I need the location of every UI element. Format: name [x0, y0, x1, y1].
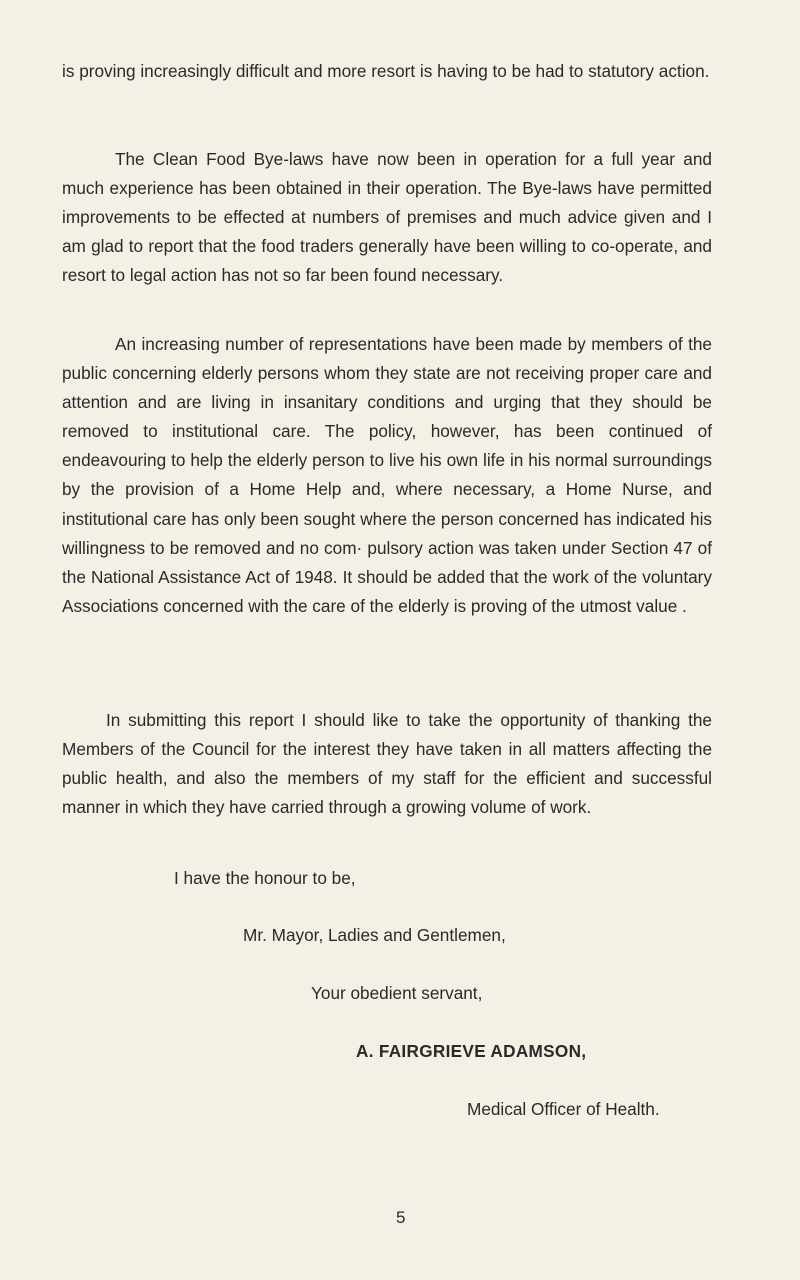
- page-number: 5: [396, 1208, 406, 1227]
- signoff-closing: Your obedient servant,: [311, 983, 483, 1003]
- signatory-name: A. FAIRGRIEVE ADAMSON,: [356, 1041, 587, 1061]
- paragraph-elderly-persons: An increasing number of representations have been made by members of the public concerning elderly persons whom they state are not receiving proper care and attention and are living in insanitary conditions and urging that they should be removed to institutional care. The policy, however, has been continued of endeavouring to help the elderly person to live his own life in his normal surroundings by the provision of a Home Help and, where necessary, a Home Nurse, and institutional care has only been sought where the person concerned has indicated his willingness to be removed and no com· pulsory action was taken under Section 47 of the National Assistance Act of 1948. It should be added that the work of the voluntary Associations concerned with the care of the elderly is proving of the utmost value .: [62, 334, 712, 616]
- paragraph-thanks: In submitting this report I should like to take the opportunity of thanking the Members of the Council for the interest they have taken in all matters affecting the public health, and also the members of my staff for the efficient and successful manner in which they have carried through a growing volume of work.: [62, 710, 712, 818]
- signoff-honour: I have the honour to be,: [174, 868, 356, 888]
- signatory-title: Medical Officer of Health.: [467, 1099, 660, 1119]
- paragraph-clean-food-bye-laws: The Clean Food Bye-laws have now been in operation for a full year and much experience has been obtained in their operation. The Bye-laws have permitted improvements to be effected at numbers of premises and much advice given and I am glad to report that the food traders generally have been willing to co-operate, and resort to legal action has not so far been found necessary.: [62, 149, 712, 286]
- signoff-salutation: Mr. Mayor, Ladies and Gentlemen,: [243, 925, 506, 945]
- paragraph-statutory-action: is proving increasingly difficult and more resort is having to be had to statutory action.: [62, 61, 710, 81]
